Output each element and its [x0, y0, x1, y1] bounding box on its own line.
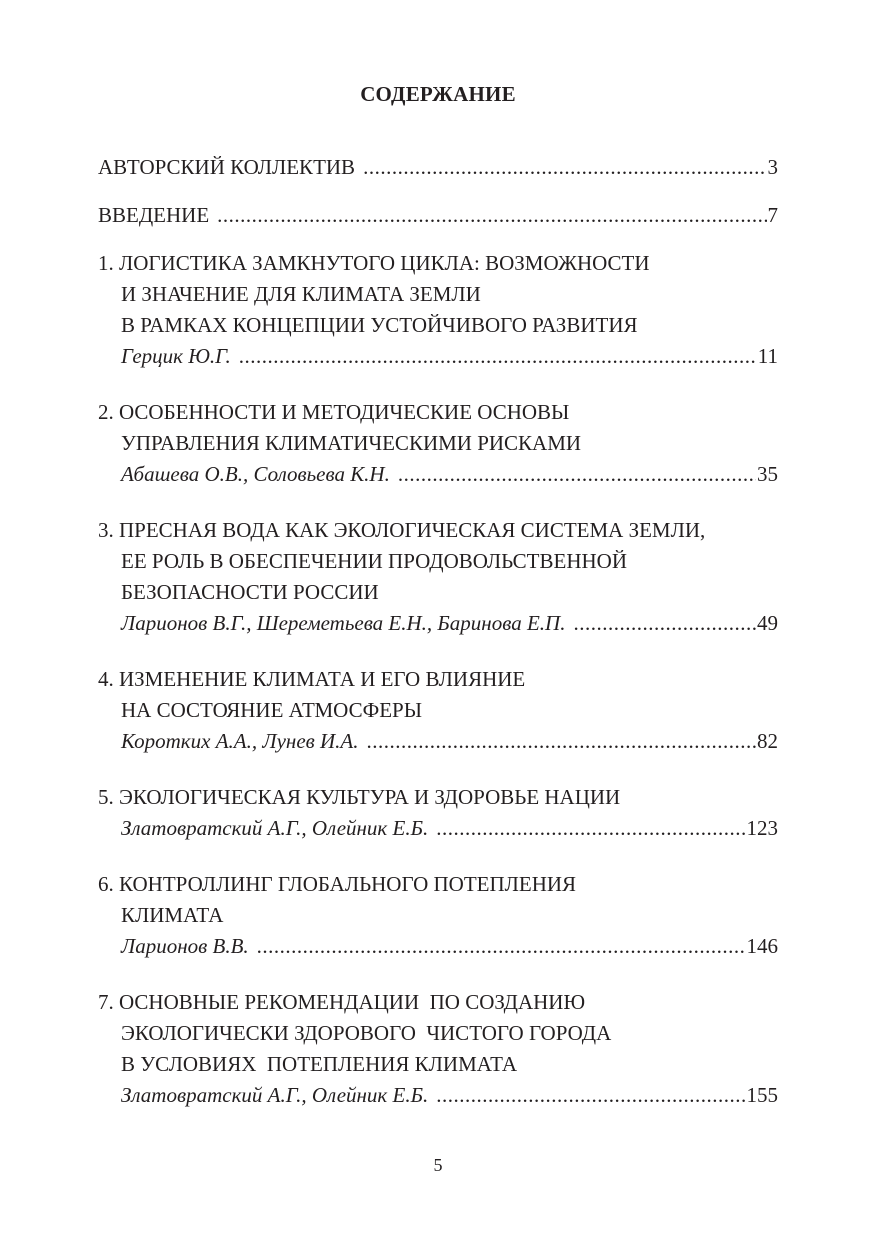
dot-leader [436, 813, 745, 844]
dot-leader [573, 608, 756, 639]
chapter-title-line: 4. ИЗМЕНЕНИЕ КЛИМАТА И ЕГО ВЛИЯНИЕ [98, 667, 526, 691]
dot-leader [257, 931, 746, 962]
toc-chapter-6[interactable] [98, 869, 778, 962]
chapter-title-line: ЕЕ РОЛЬ В ОБЕСПЕЧЕНИИ ПРОДОВОЛЬСТВЕННОЙ [121, 549, 627, 573]
toc-entry-authors-collective[interactable] [98, 152, 778, 183]
table-of-contents [98, 152, 778, 1136]
chapter-title-line: УПРАВЛЕНИЯ КЛИМАТИЧЕСКИМИ РИСКАМИ [121, 431, 582, 455]
chapter-title-line: ЭКОЛОГИЧЕСКИ ЗДОРОВОГО ЧИСТОГО ГОРОДА [121, 1021, 612, 1045]
toc-chapter-5[interactable] [98, 782, 778, 844]
chapter-title-line: НА СОСТОЯНИЕ АТМОСФЕРЫ [121, 698, 423, 722]
dot-leader [239, 341, 757, 372]
chapter-authors: Абашева О.В., Соловьева К.Н. [121, 462, 390, 486]
dot-leader [398, 459, 756, 490]
toc-page-number: 123 [746, 816, 778, 840]
toc-page-number: 35 [757, 462, 778, 486]
chapter-title-line: 3. ПРЕСНАЯ ВОДА КАК ЭКОЛОГИЧЕСКАЯ СИСТЕМА ЗЕМЛИ, [98, 518, 706, 542]
dot-leader [217, 200, 766, 231]
toc-page-number: 155 [746, 1083, 778, 1107]
toc-page-number: 3 [767, 155, 778, 179]
dot-leader [363, 152, 766, 183]
dot-leader [436, 1080, 745, 1111]
toc-page-number: 7 [767, 203, 778, 227]
chapter-title-line: 7. ОСНОВНЫЕ РЕКОМЕНДАЦИИ ПО СОЗДАНИЮ [98, 990, 586, 1014]
toc-entry-title: АВТОРСКИЙ КОЛЛЕКТИВ [98, 155, 356, 179]
toc-page-number: 11 [757, 344, 778, 368]
toc-page-number: 49 [757, 611, 778, 635]
dot-leader [367, 726, 756, 757]
chapter-title-line: 6. КОНТРОЛЛИНГ ГЛОБАЛЬНОГО ПОТЕПЛЕНИЯ [98, 872, 577, 896]
toc-chapter-7[interactable] [98, 987, 778, 1111]
chapter-authors: Ларионов В.В. [121, 934, 249, 958]
chapter-title-line: КЛИМАТА [121, 903, 224, 927]
toc-chapter-2[interactable] [98, 397, 778, 490]
chapter-title-line: 1. ЛОГИСТИКА ЗАМКНУТОГО ЦИКЛА: ВОЗМОЖНОСТИ [98, 251, 650, 275]
chapter-authors: Коротких А.А., Лунев И.А. [121, 729, 359, 753]
toc-chapter-4[interactable] [98, 664, 778, 757]
toc-chapter-3[interactable] [98, 515, 778, 639]
chapter-title-line: 5. ЭКОЛОГИЧЕСКАЯ КУЛЬТУРА И ЗДОРОВЬЕ НАЦИИ [98, 785, 621, 809]
toc-entry-title: ВВЕДЕНИЕ [98, 203, 210, 227]
chapter-title-line: 2. ОСОБЕННОСТИ И МЕТОДИЧЕСКИЕ ОСНОВЫ [98, 400, 570, 424]
chapter-authors: Златовратский А.Г., Олейник Е.Б. [121, 816, 429, 840]
toc-page-number: 146 [746, 934, 778, 958]
chapter-title-line: В УСЛОВИЯХ ПОТЕПЛЕНИЯ КЛИМАТА [121, 1052, 518, 1076]
chapter-authors: Ларионов В.Г., Шереметьева Е.Н., Баринова Е.П. [121, 611, 566, 635]
toc-entry-introduction[interactable] [98, 200, 778, 231]
page-title: СОДЕРЖАНИЕ [360, 82, 516, 106]
footer-page-number: 5 [433, 1155, 443, 1175]
chapter-title-line: В РАМКАХ КОНЦЕПЦИИ УСТОЙЧИВОГО РАЗВИТИЯ [121, 313, 638, 337]
chapter-title-line: И ЗНАЧЕНИЕ ДЛЯ КЛИМАТА ЗЕМЛИ [121, 282, 481, 306]
chapter-title-line: БЕЗОПАСНОСТИ РОССИИ [121, 580, 379, 604]
chapter-authors: Златовратский А.Г., Олейник Е.Б. [121, 1083, 429, 1107]
toc-page-number: 82 [757, 729, 778, 753]
toc-chapter-1[interactable] [98, 248, 778, 372]
chapter-authors: Герцик Ю.Г. [121, 344, 231, 368]
